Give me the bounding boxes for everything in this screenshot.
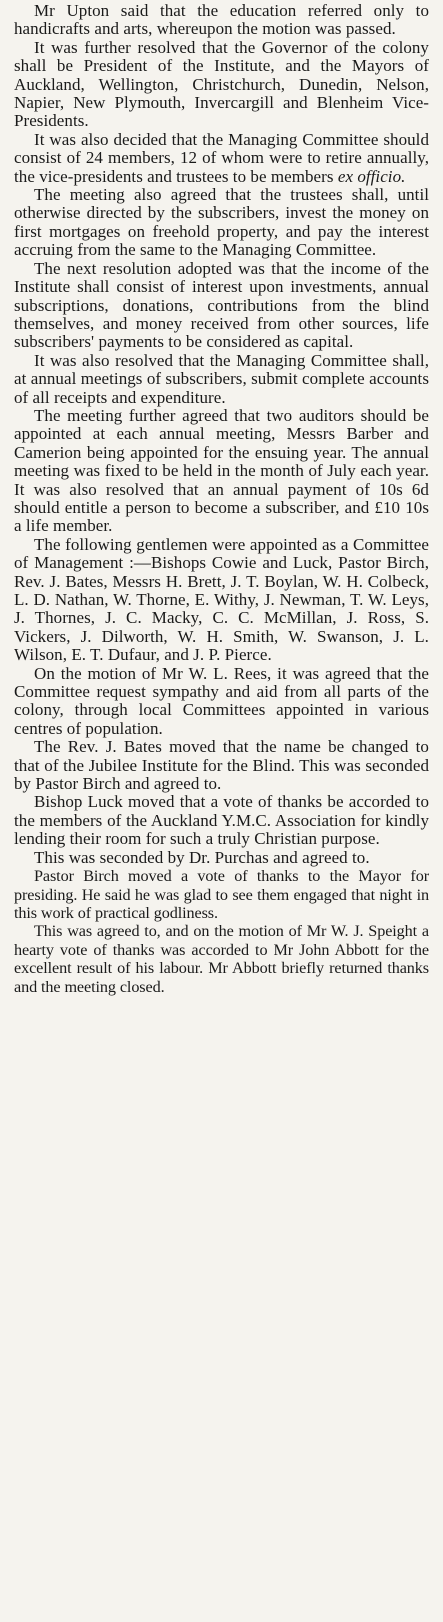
paragraph-managing-committee-text: It was also decided that the Managing Committee should consist of 24 members, 12 of whom were to retire annually, the vice-presidents and trustees to be members xyxy=(14,129,429,186)
paragraph-vote-mayor: Pastor Birch moved a vote of thanks to the Mayor for presiding. He said he was glad to see them engaged that night in this work of practical godliness. xyxy=(14,867,429,922)
paragraph-governor-president: It was further resolved that the Governor of the colony shall be President of the Institute, and the Mayors of Auckland, Wellington, Christchurch, Dunedin, Nelson, Napier, New Plymouth, Invercargill and Blenheim Vice-Presidents. xyxy=(14,37,429,131)
paragraph-income: The next resolution adopted was that the income of the Institute shall consist of interest upon investments, annual subscriptions, donations, contributions from the blind themselves, and money received from other sources, life subscribers' payments to be considered as capital. xyxy=(14,258,429,352)
paragraph-auditors: The meeting further agreed that two auditors should be appointed at each annual meeting, Messrs Barber and Camerion being appointed for the ensuing year. The annual meeting was fixed to be held in the month of July each year. It was also resolved that an annual payment of 10s 6d should entitle a person to become a subscriber, and £10 10s a life member. xyxy=(14,405,429,536)
paragraph-upton: Mr Upton said that the education referred only to handicrafts and arts, whereupon the motion was passed. xyxy=(14,1,429,39)
paragraph-vote-ymca: Bishop Luck moved that a vote of thanks be accorded to the members of the Auckland Y.M.C. Association for kindly lending their room for such a truly Christian purpose. xyxy=(14,792,429,849)
paragraph-committee-members: The following gentlemen were appointed as a Committee of Management :—Bishops Cowie and Luck, Pastor Birch, Rev. J. Bates, Messrs H. Brett, J. T. Boylan, W. H. Colbeck, L. D. Nathan, W. Thorne, E. Withy, J. Newman, T. W. Leys, J. Thornes, J. C. Macky, C. C. McMillan, J. Ross, S. Vickers, J. Dilworth, W. H. Smith, W. Swanson, J. L. Wilson, E. T. Dufaur, and J. P. Pierce. xyxy=(14,534,429,665)
paragraph-name-change: The Rev. J. Bates moved that the name be changed to that of the Jubilee Institute for the Blind. This was seconded by Pastor Birch and agreed to. xyxy=(14,737,429,794)
paragraph-trustees: The meeting also agreed that the trustees shall, until otherwise directed by the subscribers, invest the money on first mortgages on freehold property, and pay the interest accruing from the same to the Managing Committee. xyxy=(14,185,429,260)
paragraph-vote-abbott: This was agreed to, and on the motion of Mr W. J. Speight a hearty vote of thanks was accorded to Mr John Abbott for the excellent result of his labour. Mr Abbott briefly returned thanks and the meeting closed. xyxy=(14,922,429,996)
ex-officio-text: ex officio. xyxy=(337,166,406,186)
paragraph-managing-committee xyxy=(14,131,429,186)
paragraph-rees-motion: On the motion of Mr W. L. Rees, it was agreed that the Committee request sympathy and aid from all parts of the colony, through local Committees appointed in various centres of population. xyxy=(14,663,429,738)
paragraph-seconded-purchas: This was seconded by Dr. Purchas and agreed to. xyxy=(34,847,370,867)
paragraph-accounts: It was also resolved that the Managing Committee shall, at annual meetings of subscribers, submit complete accounts of all receipts and expenditure. xyxy=(14,350,429,407)
